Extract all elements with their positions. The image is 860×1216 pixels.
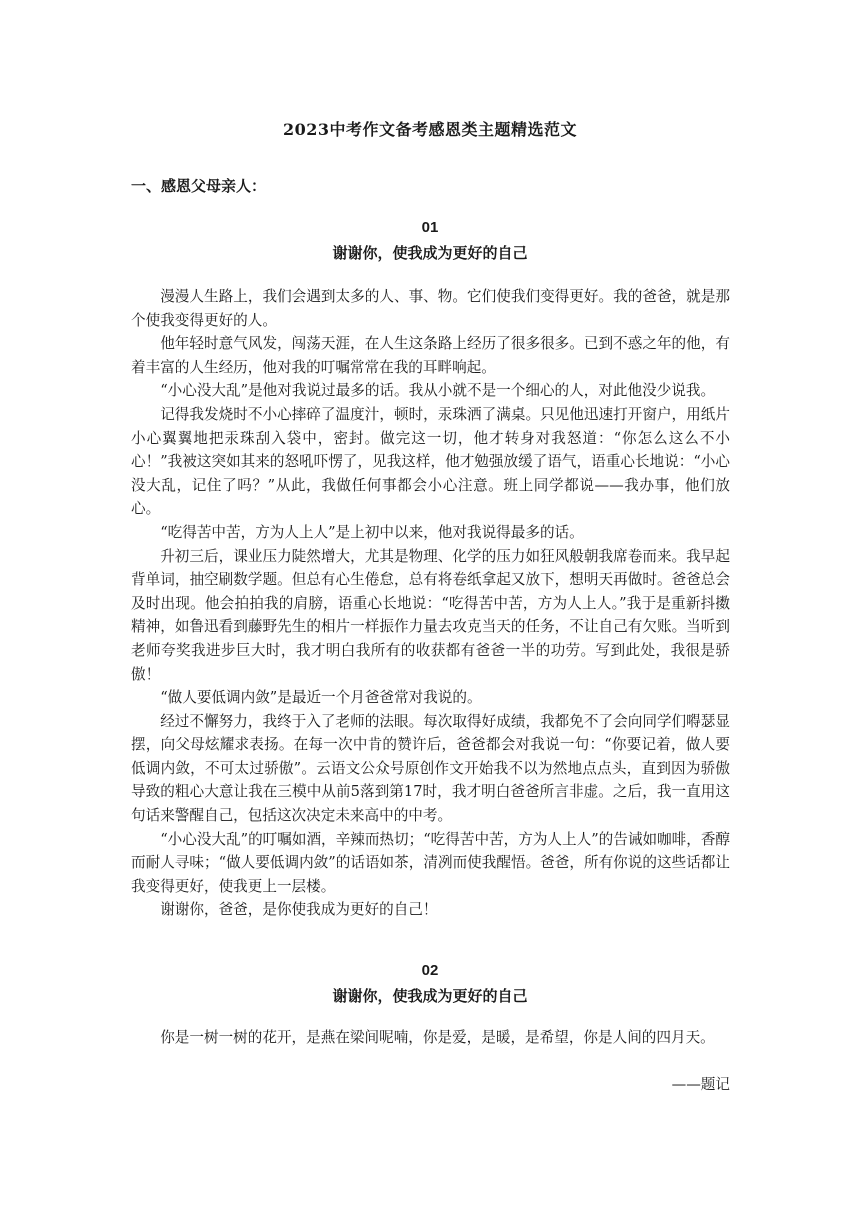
paragraph: 谢谢你，爸爸，是你使我成为更好的自己！	[160, 901, 438, 919]
paragraph: 你是一树一树的花开，是燕在梁间呢喃，你是爱，是暖，是希望，你是人间的四月天。	[160, 1029, 715, 1046]
essay-title: 谢谢你，使我成为更好的自己	[332, 244, 528, 262]
paragraph: “小心没大乱”的叮嘱如酒，辛辣而热切；“吃得苦中苦，方为人上人”的告诫如咖啡，香醇而耐人寻味；“做人要低调内敛”的话语如茶，清冽而使我醒悟。爸爸，所有你说的这些话都让我变得更好，使我更上一层楼。	[131, 830, 731, 895]
paragraph: 升初三后，课业压力陡然增大，尤其是物理、化学的压力如狂风般朝我席卷而来。我早起背单词，抽空刷数学题。但总有心生倦怠，总有将卷纸拿起又放下，想明天再做时。爸爸总会及时出现。他会拍拍我的肩膀，语重心长地说：“吃得苦中苦，方为人上人。”我于是重新抖擞精神，如鲁迅看到藤野先生的相片一样振作力量去攻克当天的任务，不让自己有欠账。当听到老师夸奖我进步巨大时，我才明白我所有的收获都有爸爸一半的功劳。写到此处，我很是骄傲！	[131, 547, 730, 683]
essay-body	[131, 285, 730, 922]
essay-number: 02	[421, 962, 439, 979]
epigraph-signature: ——题记	[671, 1076, 730, 1093]
paragraph: 漫漫人生路上，我们会遇到太多的人、事、物。它们使我们变得更好。我的爸爸，就是那个使我变得更好的人。	[131, 288, 730, 329]
essay-title: 谢谢你，使我成为更好的自己	[332, 987, 528, 1005]
essay-body	[131, 1026, 730, 1050]
document-title: 2023中考作文备考感恩类主题精选范文	[282, 120, 578, 139]
paragraph: 记得我发烧时不小心摔碎了温度汁，顿时，汞珠洒了满桌。只见他迅速打开窗户，用纸片小心翼翼地把汞珠刮入袋中，密封。做完这一切，他才转身对我怒道：“你怎么这么不小心！”我被这突如其来的怒吼吓愣了，见我这样，他才勉强放缓了语气，语重心长地说：“小心没大乱，记住了吗？”从此，我做任何事都会小心注意。班上同学都说——我办事，他们放心。	[131, 405, 730, 518]
paragraph: 经过不懈努力，我终于入了老师的法眼。每次取得好成绩，我都免不了会向同学们嘚瑟显摆，向父母炫耀求表扬。在每一次中肯的赞许后，爸爸都会对我说一句：“你要记着，做人要低调内敛，不可太过骄傲”。云语文公众号原创作文开始我不以为然地点点头，直到因为骄傲导致的粗心大意让我在三模中从前5落到第17时，我才明白爸爸所言非虚。之后，我一直用这句话来警醒自己，包括这次决定未来高中的中考。	[131, 712, 730, 825]
paragraph: “小心没大乱”是他对我说过最多的话。我从小就不是一个细心的人，对此他没少说我。	[160, 382, 716, 400]
section-heading: 一、感恩父母亲人：	[131, 177, 267, 195]
paragraph: “吃得苦中苦，方为人上人”是上初中以来，他对我说得最多的话。	[160, 523, 584, 541]
essay-number: 01	[421, 219, 439, 236]
paragraph: “做人要低调内敛”是最近一个月爸爸常对我说的。	[160, 689, 482, 707]
paragraph: 他年轻时意气风发，闯荡天涯，在人生这条路上经历了很多很多。已到不惑之年的他，有着丰富的人生经历，他对我的叮嘱常常在我的耳畔响起。	[131, 335, 730, 376]
